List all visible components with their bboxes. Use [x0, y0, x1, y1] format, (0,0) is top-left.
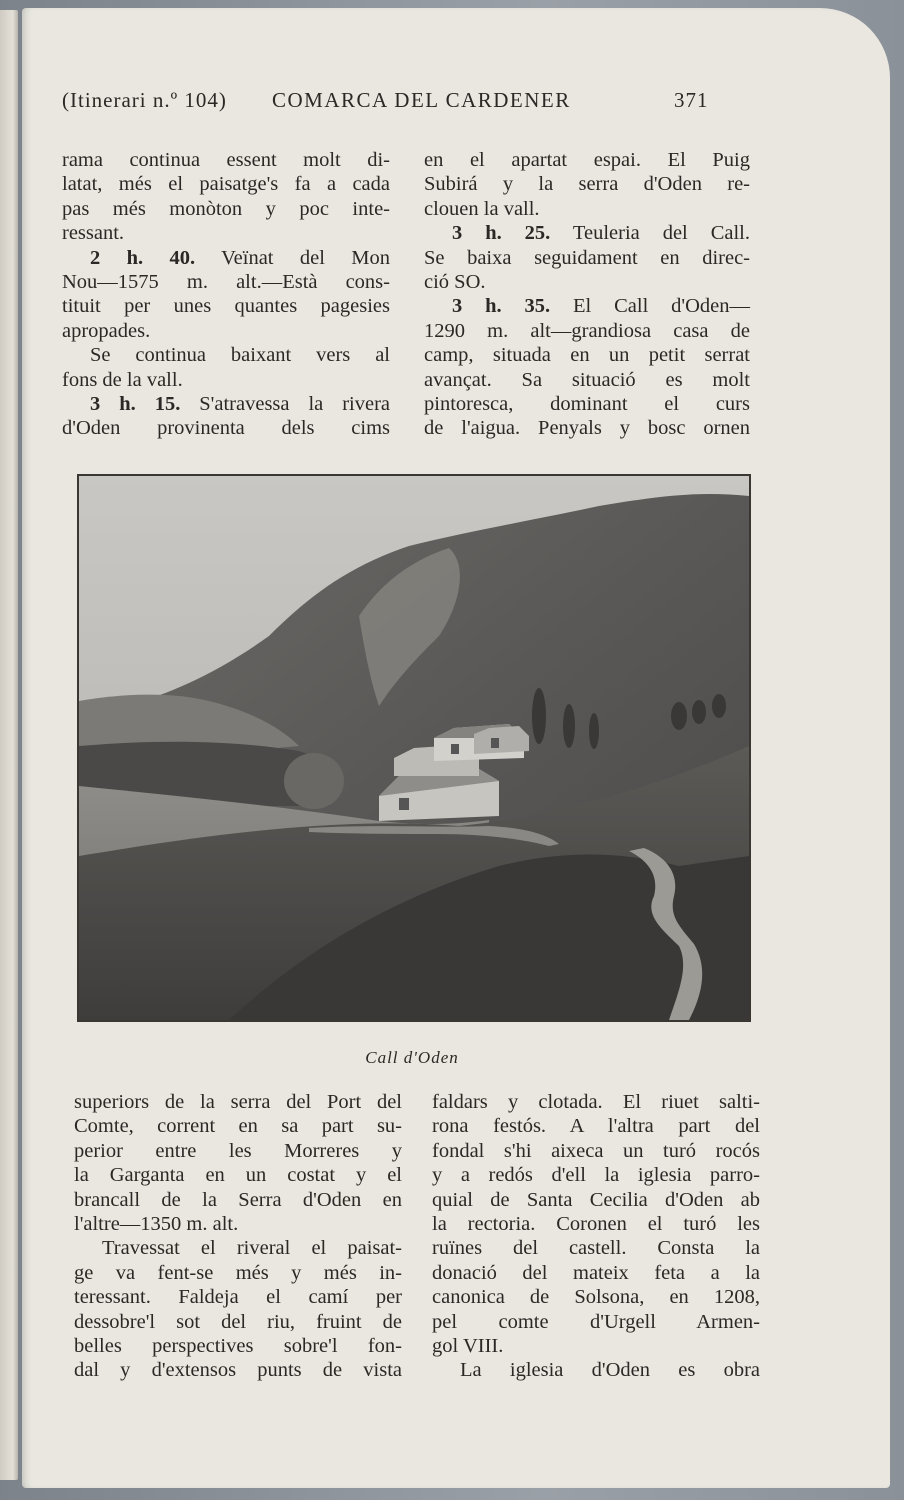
- itinerary-entry-line: [424, 294, 750, 318]
- entry-text: Veïnat del Mon: [195, 246, 391, 269]
- text-line: avançat. Sa situació es molt: [424, 368, 750, 391]
- text-line: brancall de la Serra d'Oden en: [74, 1188, 402, 1211]
- text-line: Subirá y la serra d'Oden re-: [424, 173, 750, 196]
- text-line: 1290 m. alt—grandiosa casa de: [424, 319, 750, 342]
- text-line: apropades.: [62, 319, 151, 342]
- text-line: canonica de Solsona, en 1208,: [432, 1286, 760, 1309]
- text-column-2: [424, 148, 750, 441]
- rock-outcrop: [284, 753, 344, 809]
- text-line: donació del mateix feta a la: [432, 1261, 760, 1284]
- text-line: perior entre les Morreres y: [74, 1139, 402, 1162]
- text-line: dal y d'extensos punts de vista: [74, 1359, 402, 1382]
- entry-time: 3 h. 25.: [452, 222, 551, 245]
- entry-time: 3 h. 15.: [90, 393, 181, 416]
- figure-caption: Call d'Oden: [365, 1048, 459, 1067]
- entry-time: 2 h. 40.: [90, 246, 196, 269]
- text-line: dessobre'l sot del riu, fruint de: [74, 1310, 402, 1333]
- text-line: clouen la vall.: [424, 197, 540, 220]
- text-column-3: [74, 1090, 402, 1383]
- text-line: rama continua essent molt di-: [62, 149, 390, 171]
- itinerary-entry-line: [62, 392, 390, 416]
- text-line: fons de la vall.: [62, 368, 183, 391]
- book-page: [22, 8, 890, 1488]
- text-line: Nou—1575 m. alt.—Està cons-: [62, 271, 390, 294]
- landscape-photograph: [77, 474, 751, 1022]
- text-line: ressant.: [62, 222, 125, 245]
- text-line: rona festós. A l'altra part del: [432, 1115, 760, 1138]
- text-line: d'Oden provinenta dels cims: [62, 417, 390, 440]
- itinerary-entry-line: [424, 221, 750, 245]
- text-line: superiors de la serra del Port del: [74, 1091, 402, 1113]
- text-line: gol VIII.: [432, 1335, 504, 1358]
- entry-text: S'atravessa la rivera: [180, 393, 391, 416]
- entry-text: Teuleria del Call.: [550, 222, 750, 245]
- entry-time: 3 h. 35.: [452, 295, 551, 318]
- text-line: ció SO.: [424, 271, 486, 294]
- text-line: la Garganta en un costat y el: [74, 1164, 402, 1187]
- text-line: Se continua baixant vers al: [90, 344, 390, 367]
- text-line: ruïnes del castell. Consta la: [432, 1237, 760, 1260]
- text-line: ge va fent-se més y més in-: [74, 1261, 402, 1284]
- text-line: Travessat el riveral el paisat-: [102, 1237, 402, 1260]
- entry-text: El Call d'Oden—: [550, 295, 750, 318]
- text-line: camp, situada en un petit serrat: [424, 344, 750, 367]
- itinerary-label: (Itinerari n.º 104): [62, 88, 227, 112]
- text-line: Se baixa seguidament en direc-: [424, 246, 750, 269]
- section-title: COMARCA DEL CARDENER: [272, 88, 571, 112]
- text-line: y a redós d'ell la iglesia parro-: [432, 1164, 760, 1187]
- text-line: quial de Santa Cecilia d'Oden ab: [432, 1188, 760, 1211]
- text-line: faldars y clotada. El riuet salti-: [432, 1091, 760, 1113]
- text-line: teressant. Faldeja el camí per: [74, 1286, 402, 1309]
- text-line: belles perspectives sobre'l fon-: [74, 1335, 402, 1358]
- text-line: fondal s'hi aixeca un turó rocós: [432, 1139, 760, 1162]
- text-line: latat, més el paisatge's fa a cada: [62, 173, 390, 196]
- text-column-4: [432, 1090, 760, 1383]
- text-column-1: [62, 148, 390, 441]
- text-line: La iglesia d'Oden es obra: [460, 1359, 760, 1382]
- text-line: l'altre—1350 m. alt.: [74, 1213, 239, 1236]
- text-line: Comte, corrent en sa part su-: [74, 1115, 402, 1138]
- page-number: 371: [674, 88, 709, 112]
- previous-page-edge: [0, 10, 18, 1480]
- text-line: la rectoria. Coronen el turó les: [432, 1213, 760, 1236]
- text-line: en el apartat espai. El Puig: [424, 149, 750, 171]
- text-line: pintoresca, dominant el curs: [424, 393, 750, 416]
- itinerary-entry-line: [62, 246, 390, 270]
- text-line: pel comte d'Urgell Armen-: [432, 1310, 760, 1333]
- text-line: tituit per unes quantes pagesies: [62, 295, 390, 318]
- text-line: de l'aigua. Penyals y bosc ornen: [424, 417, 750, 440]
- text-line: pas més monòton y poc inte-: [62, 197, 390, 220]
- running-head: [62, 88, 742, 118]
